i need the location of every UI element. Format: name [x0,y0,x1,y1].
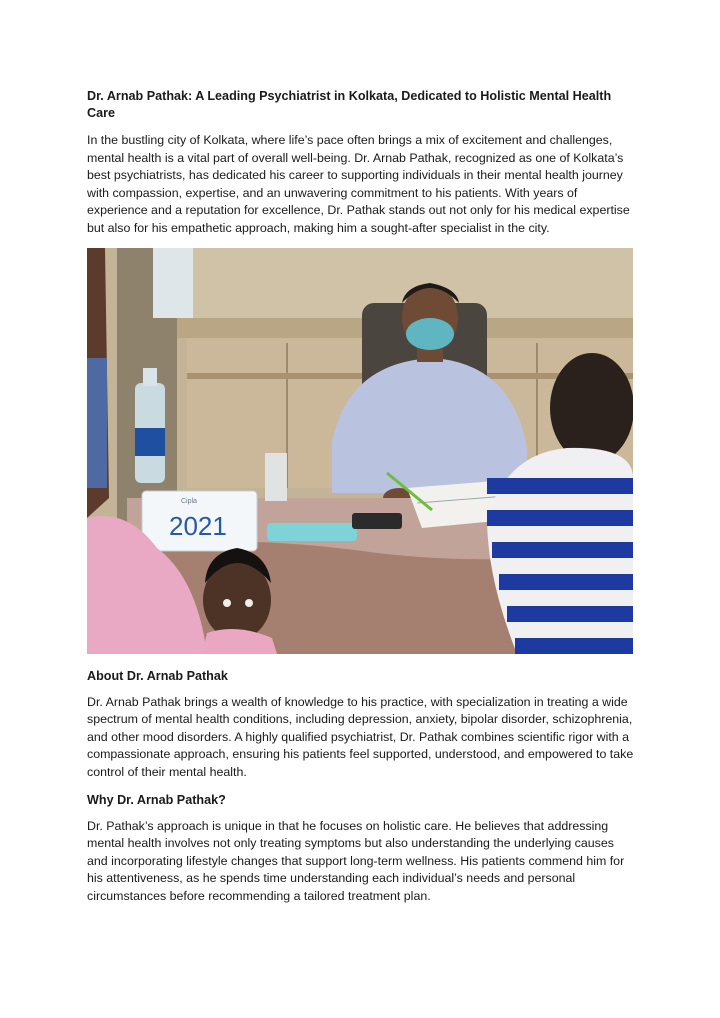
calendar-year: 2021 [169,510,227,541]
intro-paragraph: In the bustling city of Kolkata, where life’s pace often brings a mix of excitement and challenges, mental health is a vital part of overall well-being. Dr. Arnab Pathak, recognized as one of Kolkata’s best psychiatrists, has dedicated his career to supporting individuals in their mental health journey with compassion, expertise, and an unwavering commitment to his patients. With years of experience and a reputation for excellence, Dr. Pathak stands out not only for his medical expertise but also for his empathetic approach, making him a sought-after specialist in the city. [87,133,630,235]
clinic-photo [87,248,633,654]
about-paragraph: Dr. Arnab Pathak brings a wealth of knowledge to his practice, with specialization in treating a wide spectrum of mental health conditions, including depression, anxiety, bipolar disorder, schizophrenia, and other mood disorders. A highly qualified psychiatrist, Dr. Pathak combines scientific rigor with a compassionate approach, ensuring his patients feel supported, understood, and empowered to take control of their mental health. [87,694,634,779]
why-paragraph: Dr. Pathak’s approach is unique in that he focuses on holistic care. He believes that addressing mental health involves not only treating symptoms but also understanding the underlying causes and incorporating lifestyle changes that support long-term wellness. His patients commend him for his attentiveness, as he spends time understanding each individual’s needs and personal circumstances before recommending a tailored treatment plan. [87,818,625,903]
calendar-brand: Cipla [181,497,197,505]
why-heading: Why Dr. Arnab Pathak? [87,792,226,807]
about-heading: About Dr. Arnab Pathak [87,668,228,683]
article-body [87,88,635,916]
clinic-photo-illustration [87,248,633,654]
article-title: Dr. Arnab Pathak: A Leading Psychiatrist in Kolkata, Dedicated to Holistic Mental Health Care [87,89,612,120]
